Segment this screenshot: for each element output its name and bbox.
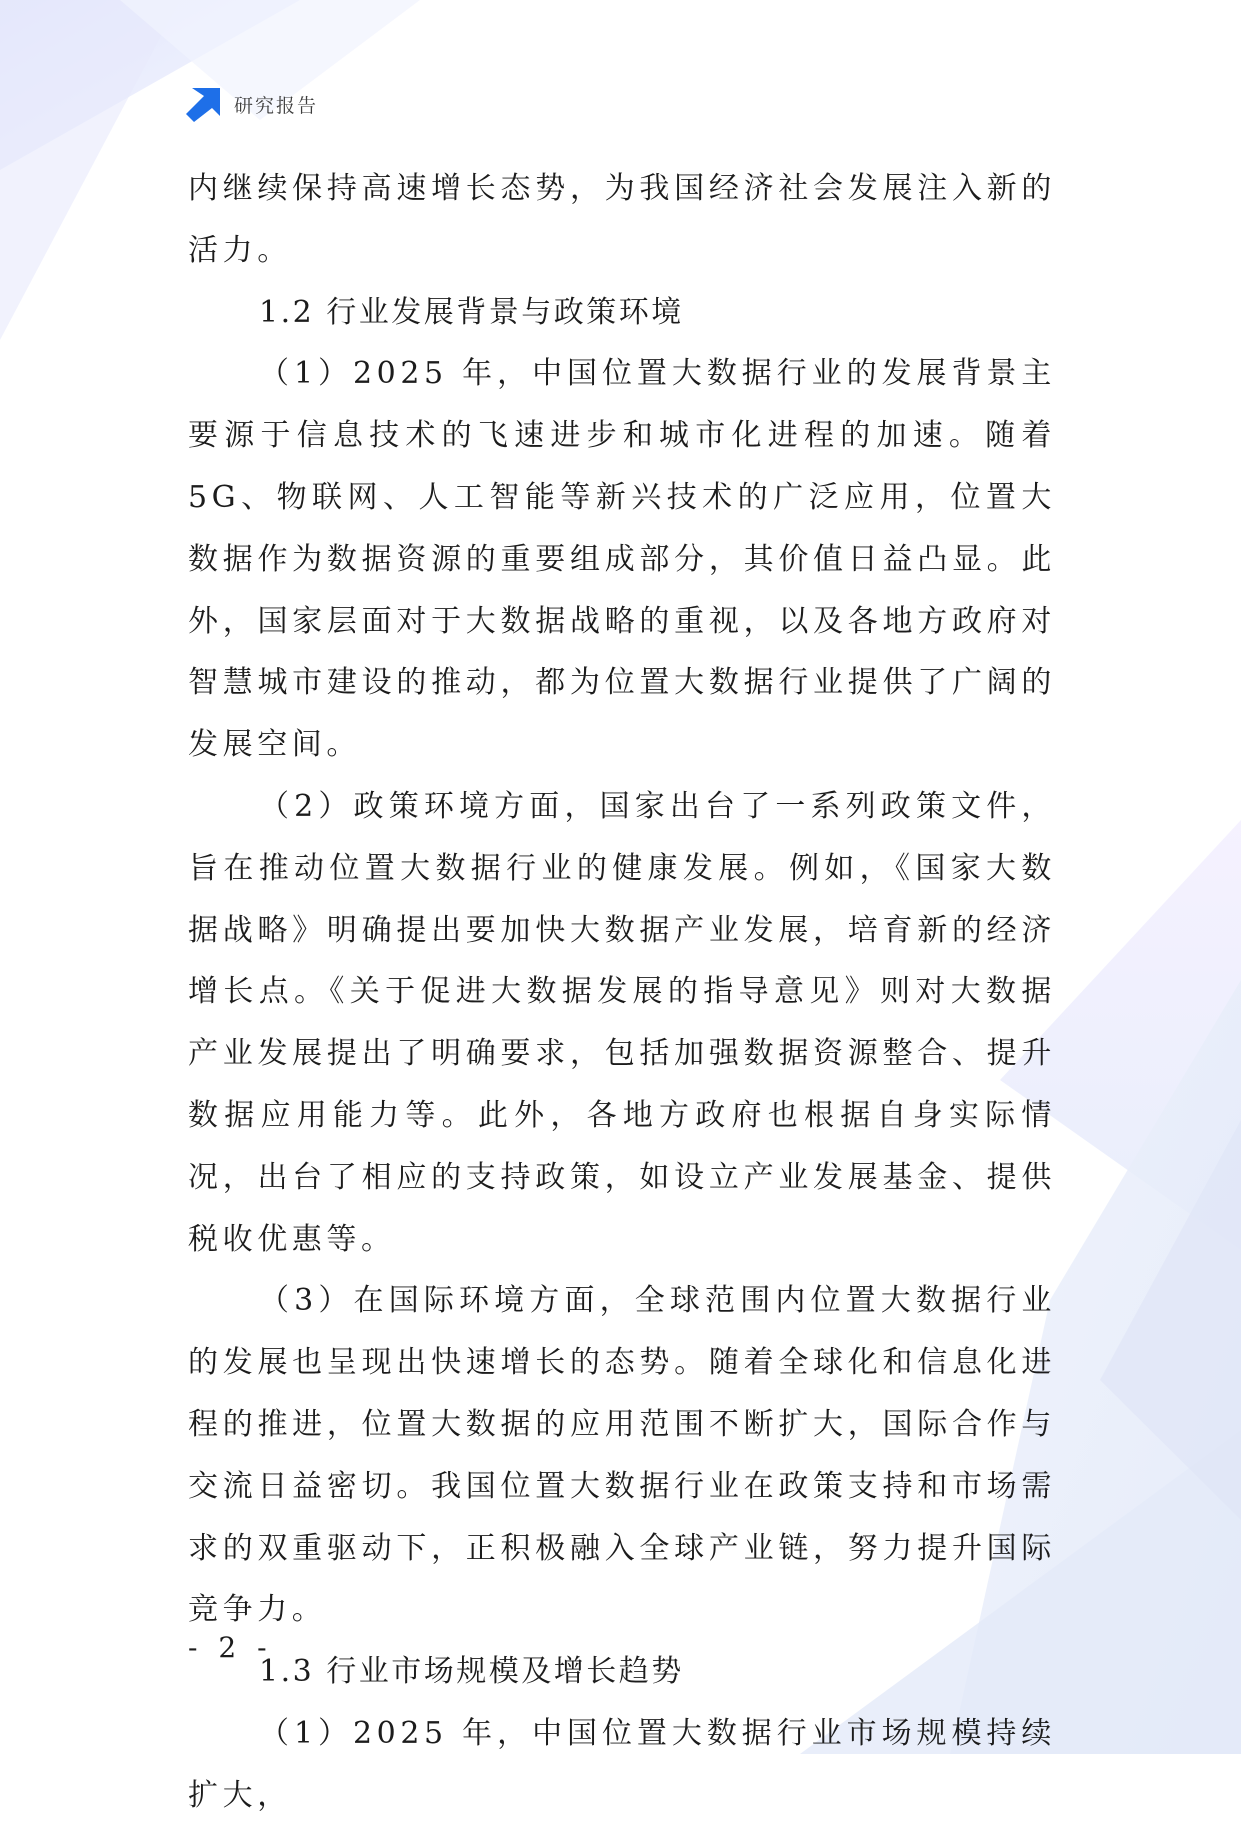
paragraph-1-2-a: （1）2025 年，中国位置大数据行业的发展背景主要源于信息技术的飞速进步和城市化进程的加速。随着 5G、物联网、人工智能等新兴技术的广泛应用，位置大数据作为数据资源的重要组成部分，其价值日益凸显。此外，国家层面对于大数据战略的重视，以及各地方政府对智慧城市建设的推动，都为位置大数据行业提供了广阔的发展空间。: [188, 356, 1056, 763]
paragraph-1-3-a: （1）2025 年，中国位置大数据行业市场规模持续扩大，: [188, 1715, 1056, 1813]
report-label: 研究报告: [234, 94, 319, 117]
section-heading-1-2: 1.2 行业发展背景与政策环境: [259, 294, 684, 330]
page-number: - 2 -: [188, 1631, 273, 1664]
paragraph-continued: 内继续保持高速增长态势，为我国经济社会发展注入新的活力。: [188, 171, 1056, 268]
paragraph-1-2-c: （3）在国际环境方面，全球范围内位置大数据行业的发展也呈现出快速增长的态势。随着全球化和信息化进程的推进，位置大数据的应用范围不断扩大，国际合作与交流日益密切。我国位置大数据行业在政策支持和市场需求的双重驱动下，正积极融入全球产业链，努力提升国际竞争力。: [188, 1283, 1056, 1628]
document-body: [188, 158, 1056, 1827]
document-header: [186, 86, 318, 122]
paragraph-1-2-b: （2）政策环境方面，国家出台了一系列政策文件，旨在推动位置大数据行业的健康发展。例如，《国家大数据战略》明确提出要加快大数据产业发展，培育新的经济增长点。《关于促进大数据发展的指导意见》则对大数据产业发展提出了明确要求，包括加强数据资源整合、提升数据应用能力等。此外，各地方政府也根据自身实际情况，出台了相应的支持政策，如设立产业发展基金、提供税收优惠等。: [188, 788, 1056, 1257]
arrow-up-right-icon: [186, 86, 222, 122]
section-heading-1-3: 1.3 行业市场规模及增长趋势: [259, 1654, 684, 1690]
